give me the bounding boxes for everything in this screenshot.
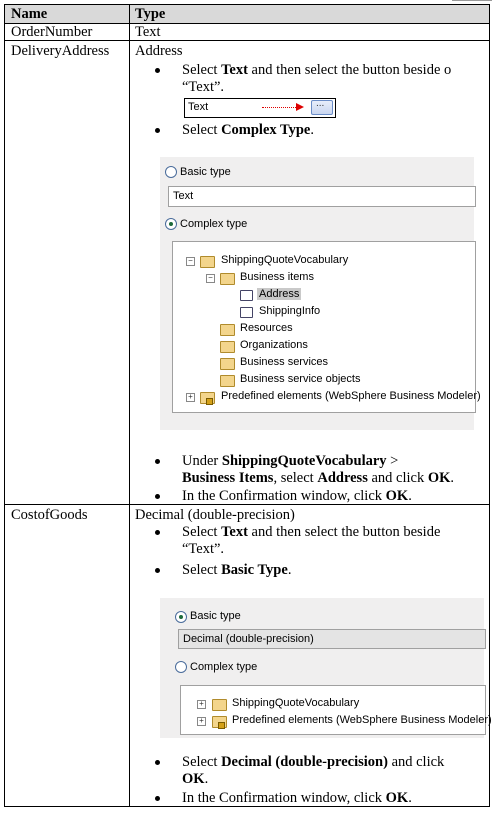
table-border-top — [4, 4, 490, 5]
row-deliveryaddress-name: DeliveryAddress — [11, 43, 110, 59]
collapse-icon[interactable]: − — [186, 257, 195, 266]
basic-type-radio[interactable] — [175, 611, 187, 623]
expand-icon[interactable]: + — [197, 700, 206, 709]
expand-icon[interactable]: + — [186, 393, 195, 402]
vocabulary-tree — [172, 241, 481, 413]
table-border-right — [489, 4, 490, 807]
collapse-icon[interactable]: − — [206, 274, 215, 283]
basic-type-radio[interactable] — [165, 166, 177, 178]
table-border-left — [4, 4, 5, 807]
instruction-select-decimal-line2: OK. — [182, 771, 209, 787]
header-type: Type — [135, 6, 166, 22]
complex-type-radio[interactable] — [165, 218, 177, 230]
complex-type-label: Complex type — [190, 661, 258, 673]
instruction-select-decimal: Select Decimal (double-precision) and click — [182, 754, 445, 770]
resources-folder-icon — [220, 324, 235, 336]
red-arrow-head — [296, 103, 304, 111]
instruction-select-text: Select Text and then select the button beside — [182, 524, 441, 540]
instruction-under-vocabulary-line2: Business Items, select Address and click OK. — [182, 470, 455, 486]
tree-node-resources[interactable]: Resources — [240, 322, 293, 334]
bullet — [154, 791, 162, 799]
row-costofgoods-type: Decimal (double-precision) — [135, 507, 295, 523]
instruction-confirmation: In the Confirmation window, click OK. — [182, 488, 412, 504]
tree-node-business-services[interactable]: Business services — [240, 356, 329, 368]
instruction-select-complex-type: Select Complex Type. — [182, 122, 314, 138]
organizations-folder-icon — [220, 341, 235, 353]
instruction-select-text: Select Text and then select the button beside o — [182, 62, 452, 78]
row-deliveryaddress-type: Address — [135, 43, 183, 59]
tree-node-organizations[interactable]: Organizations — [240, 339, 308, 351]
tree-node-business-items[interactable]: Business items — [240, 271, 314, 283]
text-type-field[interactable]: Text — [184, 98, 336, 118]
lock-icon — [206, 398, 213, 405]
header-name: Name — [11, 6, 48, 22]
bullet — [154, 489, 162, 497]
business-services-folder-icon — [220, 358, 235, 370]
tree-node-address[interactable]: Address — [259, 288, 300, 300]
bullet — [154, 454, 162, 462]
top-edge-line — [452, 0, 492, 1]
business-item-icon — [240, 307, 253, 318]
row-ordernumber-type: Text — [135, 24, 161, 40]
expand-icon[interactable]: + — [197, 717, 206, 726]
business-service-objects-folder-icon — [220, 375, 235, 387]
open-folder-icon — [220, 273, 235, 285]
complex-type-label: Complex type — [180, 218, 248, 230]
bullet — [154, 563, 162, 571]
tree-node-shippingquotevocabulary[interactable]: ShippingQuoteVocabulary — [221, 254, 349, 266]
bullet — [154, 123, 162, 131]
row-costofgoods-name: CostofGoods — [11, 507, 88, 523]
lock-icon — [218, 722, 225, 729]
vocabulary-tree — [180, 685, 492, 735]
header-row-background — [4, 4, 490, 23]
basic-type-input[interactable]: Decimal (double-precision) — [178, 629, 486, 649]
complex-type-radio[interactable] — [175, 661, 187, 673]
tree-node-shippingquotevocabulary[interactable]: ShippingQuoteVocabulary — [232, 697, 360, 709]
basic-type-label: Basic type — [190, 610, 241, 622]
open-folder-icon — [200, 256, 215, 268]
type-selection-panel-basic — [160, 598, 492, 738]
basic-type-input[interactable]: Text — [168, 186, 476, 207]
tree-node-business-service-objects[interactable]: Business service objects — [240, 373, 361, 385]
folder-icon — [212, 699, 227, 711]
instruction-under-vocabulary: Under ShippingQuoteVocabulary > — [182, 453, 399, 469]
tree-node-shippinginfo[interactable]: ShippingInfo — [259, 305, 321, 317]
row-ordernumber-name: OrderNumber — [11, 24, 93, 40]
browse-button[interactable] — [311, 100, 333, 115]
instruction-select-basic-type: Select Basic Type. — [182, 562, 292, 578]
tree-node-predefined-elements[interactable]: Predefined elements (WebSphere Business Modeler) — [221, 390, 481, 402]
bullet — [154, 525, 162, 533]
bullet — [154, 755, 162, 763]
instruction-select-text-line2: “Text”. — [182, 541, 225, 557]
type-selection-panel-complex — [160, 157, 481, 430]
tree-node-predefined-elements[interactable]: Predefined elements (WebSphere Business Modeler) — [232, 714, 492, 726]
column-divider — [129, 4, 130, 807]
instruction-select-text-line2: “Text”. — [182, 79, 225, 95]
business-item-icon — [240, 290, 253, 301]
bullet — [154, 63, 162, 71]
instruction-confirmation: In the Confirmation window, click OK. — [182, 790, 412, 806]
basic-type-label: Basic type — [180, 166, 231, 178]
